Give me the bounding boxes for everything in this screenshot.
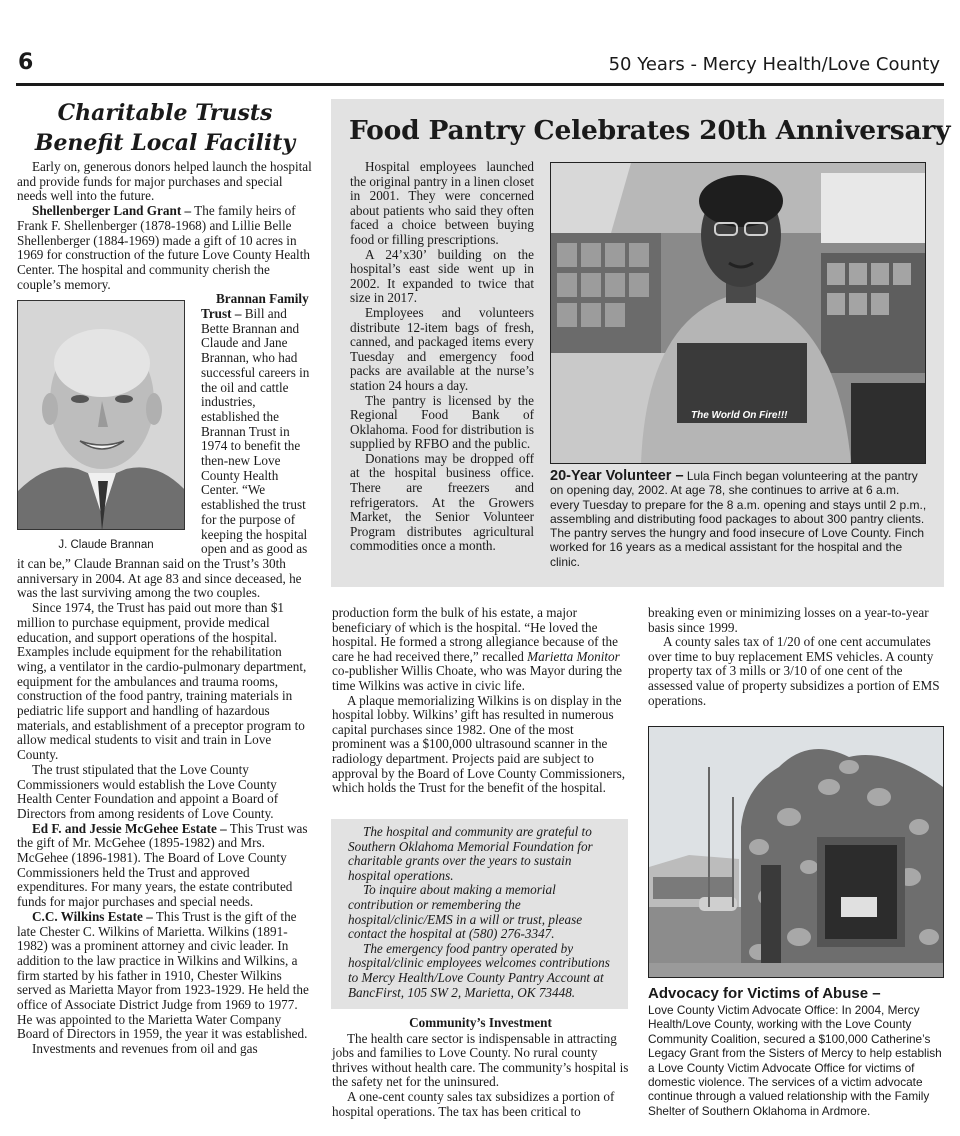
shellenberger-paragraph xyxy=(17,204,313,292)
article-title-line1: Charitable Trusts xyxy=(57,100,273,126)
article-title-line2: Benefit Local Facility xyxy=(34,130,296,156)
brannan-photo-block xyxy=(17,300,195,553)
mcgehee-paragraph xyxy=(17,822,313,910)
volunteer-caption-text: Lula Finch began volunteering at the pantry on opening day, 2002. At age 78, she continues to arrive at 6 a.m. every Tuesday to prepare for the 8 a.m. opening and stays until 2 p.m., assembling and distributing food packages to about 300 pantry clients. The pantry serves the hungry and food insecure of Love County. Finch worked for 16 years as a medical assistant for the hospital and the clinic. xyxy=(550,469,927,569)
ems-tax-paragraph: A county sales tax of 1/20 of one cent accumulates over time to buy replacement EMS vehicles. A county property tax of 3 mills or 3/10 of one cent of the assessed value of property subsidizes a portion of EMS operations. xyxy=(648,634,940,708)
advocacy-caption-text: Love County Victim Advocate Office: In 2004, Mercy Health/Love County, working with the Love County Community Coalition, secured a $100,000 Catherine’s Legacy Grant from the Sisters of Mercy to help establish a Love County Victim Advocate Office for victims of domestic violence. The services of a victim advocate continue through a valued relationship with the Family Shelter of Southern Oklahoma in Ardmore. xyxy=(648,1003,942,1118)
portrait-image xyxy=(18,301,185,530)
volunteer-photo-image xyxy=(551,163,925,463)
wilkins-continued-text: production form the bulk of his estate, a major beneficiary of which is the hospital. “He loved the hospital. He formed a strong allegiance because of the care he had received there,” recalled xyxy=(332,605,618,664)
shellenberger-label: Shellenberger Land Grant – xyxy=(32,203,192,219)
community-investment-section xyxy=(332,1016,629,1119)
feature-paragraph: The pantry is licensed by the Regional Food Bank of Oklahoma. Food for distribution is supplied by RFBO and the public. xyxy=(350,392,534,452)
page-number: 6 xyxy=(18,50,34,75)
advocacy-caption xyxy=(648,985,946,1118)
wilkins-continued xyxy=(332,606,629,796)
mcgehee-label: Ed F. and Jessie McGehee Estate – xyxy=(32,820,227,836)
volunteer-photo xyxy=(550,162,926,464)
wilkins-paragraph xyxy=(17,910,313,1042)
portrait-caption: J. Claude Brannan xyxy=(58,539,154,552)
stone-building-image xyxy=(649,727,943,977)
feature-paragraph: Hospital employees launched the original pantry in a linen closet in 2001. They were concerned about patients who said they often faced a choice between buying food or filling prescriptions. xyxy=(350,159,534,247)
brannan-label: Brannan Family Trust – xyxy=(201,291,309,322)
header-rule xyxy=(16,83,944,86)
volunteer-caption xyxy=(550,469,928,569)
grateful-paragraph: The hospital and community are grateful to Southern Oklahoma Memorial Foundation for charitable grants over the years to sustain hospital operations. xyxy=(348,824,593,883)
feature-paragraph: Donations may be dropped off at the hospital business office. There are freezers and refrigerators. At the Growers Market, the Senior Volunteer Program distributes agricultural commodities once a month. xyxy=(350,450,534,554)
grateful-notice-box xyxy=(331,819,628,1009)
mcgehee-text: This Trust was the gift of Mr. McGehee (1895-1982) and Mrs. McGehee (1896-1981). The Board of Love County Commissioners held the Trust and approved expenditures. For many years, the estate contributed funds for major purchases and special needs. xyxy=(17,820,308,910)
newspaper-name: Marietta Monitor xyxy=(527,648,620,664)
volunteer-caption-label: 20-Year Volunteer – xyxy=(550,468,684,484)
running-head: 50 Years - Mercy Health/Love County xyxy=(608,54,940,75)
health-care-paragraph: The health care sector is indispensable in attracting jobs and families to Love County. No rural county thrives without health care. The community’s hospital is the safety net for the uninsured. xyxy=(332,1030,629,1090)
wilkins-continued-end: co-publisher Willis Choate, who was Mayor during the time Wilkins was active in civic life. xyxy=(332,663,623,693)
wilkins-continued-paragraph xyxy=(332,606,629,694)
pantry-contributions-paragraph: The emergency food pantry operated by hospital/clinic employees welcomes contributions to Mercy Health/Love County Pantry Account at BancFirst, 105 SW 2, Marietta, OK 73448. xyxy=(348,940,610,1000)
since-1974-paragraph: Since 1974, the Trust has paid out more than $1 million to purchase equipment, provide medical education, and support operations of the hospital. Examples include equipment for the rehabilitation wing, a ventilator in the cardio-pulmonary department, equipment for the ambulances and trauma rooms, construction of the food pantry, training materials in pediatric life support and handling of hazardous materials, and establishment of a preceptor program to allow medical students to visit and train in Love County. xyxy=(17,600,307,763)
brannan-text: Bill and Bette Brannan and Claude and Jane Brannan, who had successful careers in the oil and cattle industries, established the Brannan Trust in 1974 to benefit the then-new Love County Health Center. “We established the trust for the purpose of keeping the hospital open and as good as it can be,” Claude Brannan said on the Trust’s 30th anniversary in 2004. At age 83 and since deceased, he was the last surviving among the two couples. xyxy=(17,306,310,601)
community-investment-subhead: Community’s Investment xyxy=(409,1015,552,1030)
wilkins-text: This Trust is the gift of the late Chester C. Wilkins of Marietta. Wilkins (1891-1982) was a prominent attorney and civic leader. In addition to the law practice in Wilkins and Wilkins, a firm started by his father in 1910, Chester Wilkins served as Marietta Mayor from 1923-1929. He held the office of Associate District Judge from 1969 to 1977. He was appointed to the Marietta Water Company Board of Directors in 1959, the year it was established. xyxy=(17,908,309,1042)
feature-paragraph: A 24’x30’ building on the hospital’s east side went up in 2002. It expanded to twice that size in 2017. xyxy=(350,246,534,306)
break-even-paragraph: breaking even or minimizing losses on a year-to-year basis since 1999. xyxy=(648,605,929,635)
shellenberger-text: The family heirs of Frank F. Shellenberger (1878-1968) and Lillie Belle Shellenberger (1884-1969) made a gift of 10 acres in 1969 for construction of the future Love County Health Center. The hospital and community cherish the couple’s memory. xyxy=(17,203,310,292)
claude-brannan-portrait xyxy=(17,300,185,530)
victim-advocate-office-photo xyxy=(648,726,944,978)
investments-paragraph: Investments and revenues from oil and gas xyxy=(32,1041,258,1057)
memorial-paragraph: To inquire about making a memorial contribution or remembering the hospital/clinic/EMS in a will or trust, please contact the hospital at (580) 276-3347. xyxy=(348,882,583,942)
article-title xyxy=(17,98,313,158)
feature-title: Food Pantry Celebrates 20th Anniversary xyxy=(349,115,951,146)
advocacy-caption-label: Advocacy for Victims of Abuse – xyxy=(648,985,881,1002)
right-column-text xyxy=(648,606,945,708)
sales-tax-paragraph: A one-cent county sales tax subsidizes a portion of hospital operations. The tax has been critical to xyxy=(332,1088,615,1119)
shirt-print-text: The World On Fire!!! xyxy=(691,410,788,421)
intro-paragraph: Early on, generous donors helped launch the hospital and provide funds for major purchases and special needs well into the future. xyxy=(17,159,312,204)
stipulated-paragraph: The trust stipulated that the Love County Commissioners would establish the Love County Health Center Foundation and appoint a Board of Directors from among residents of Love County. xyxy=(17,761,279,821)
plaque-paragraph: A plaque memorializing Wilkins is on display in the hospital lobby. Wilkins’ gift has resulted in numerous capital purchases since 1982. One of the most prominent was a $100,000 ultrasound scanner in the radiology department. Projects paid are subject to approval by the Board of Love County Commissioners, which holds the Trust for the benefit of the hospital. xyxy=(332,692,626,796)
feature-paragraph: Employees and volunteers distribute 12-item bags of fresh, canned, and packaged items every Tuesday and emergency food packs are available at the nurse’s station 24 hours a day. xyxy=(350,304,534,393)
charitable-trusts-article xyxy=(17,98,313,1057)
food-pantry-feature xyxy=(331,99,951,587)
wilkins-label: C.C. Wilkins Estate – xyxy=(32,908,153,924)
feature-body xyxy=(350,160,534,554)
